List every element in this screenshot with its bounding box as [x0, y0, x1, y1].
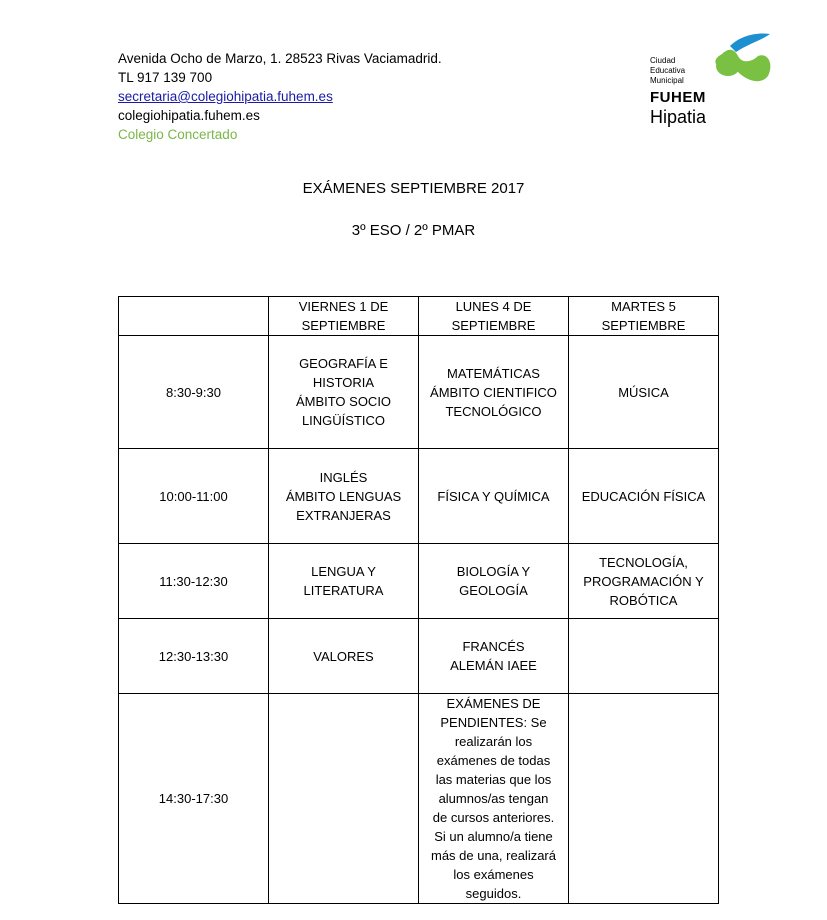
logo-line-3: Municipal [650, 76, 684, 85]
cell-text-line: MÚSICA [618, 384, 669, 400]
cell-text-line: exámenes de todas [436, 753, 551, 768]
cell-text-line: ÁMBITO LENGUAS [285, 488, 402, 504]
logo-subtitle [650, 56, 685, 86]
cell-text-line: VALORES [313, 648, 374, 664]
cell-text-line: 11:30-12:30 [159, 573, 228, 589]
exam-subject-cell [269, 449, 419, 544]
table-row [119, 449, 719, 544]
cell-text-line: 10:00-11:00 [159, 488, 228, 504]
cell-text-line: EXÁMENES DE [446, 696, 541, 711]
phone-line: TL 917 139 700 [118, 70, 213, 85]
time-slot-cell [119, 336, 269, 449]
cell-text-line: HISTORIA [312, 375, 375, 390]
exam-subject-cell [269, 336, 419, 449]
cell-text-line: ALEMÁN IAEE [450, 658, 537, 673]
day-header-cell [569, 297, 719, 336]
fuhem-hipatia-logo [650, 32, 780, 132]
logo-school-name: Hipatia [650, 107, 707, 127]
exam-subject-cell [419, 694, 569, 904]
website-line: colegiohipatia.fuhem.es [118, 108, 260, 123]
exam-subject-cell [269, 619, 419, 694]
cell-text-line: realizarán los [454, 734, 533, 749]
exam-subject-cell [569, 694, 719, 904]
exam-subject-cell [569, 449, 719, 544]
cell-text-line: BIOLOGÍA Y [456, 564, 531, 579]
cell-text-line: EXTRANJERAS [296, 507, 391, 523]
cell-text-line: 8:30-9:30 [166, 384, 221, 400]
cell-text-line: PROGRAMACIÓN Y [583, 573, 704, 589]
cell-text-line: 14:30-17:30 [158, 791, 229, 806]
cell-text-line: TECNOLOGÍA, [599, 554, 688, 570]
cell-text-line: los exámenes [453, 867, 534, 882]
cell-text-line: VIERNES 1 DE [298, 299, 389, 314]
cell-text-line: FÍSICA Y QUÍMICA [437, 488, 550, 504]
day-header-cell [419, 297, 569, 336]
cell-text-line: alumnos/as tengan [438, 791, 549, 806]
cell-text-line: Si un alumno/a tiene [434, 829, 553, 844]
email-link[interactable]: secretaria@colegiohipatia.fuhem.es [118, 89, 333, 104]
time-slot-cell [119, 449, 269, 544]
cell-text-line: LUNES 4 DE [455, 299, 532, 314]
cell-text-line: LENGUA Y [311, 564, 376, 579]
exam-subject-cell [569, 336, 719, 449]
address-line: Avenida Ocho de Marzo, 1. 28523 Rivas Vaciamadrid. [118, 51, 442, 66]
logo-line-2: Educativa [650, 66, 686, 75]
page-title: EXÁMENES SEPTIEMBRE 2017 [302, 180, 525, 197]
table-row [119, 336, 719, 449]
exam-schedule-table [118, 296, 719, 904]
day-header-cell [269, 297, 419, 336]
cell-text-line: las materias que los [435, 772, 552, 787]
exam-subject-cell [569, 619, 719, 694]
table-row [119, 619, 719, 694]
cell-text-line: SEPTIEMBRE [301, 318, 386, 333]
table-header-row [119, 297, 719, 336]
cell-text-line: ÁMBITO CIENTIFICO [430, 384, 557, 400]
cell-text-line: INGLÉS [319, 469, 368, 485]
school-contact-header [118, 49, 442, 144]
table-row [119, 544, 719, 619]
cell-text-line: PENDIENTES: Se [440, 715, 547, 730]
cell-text-line: SEPTIEMBRE [451, 318, 536, 333]
cell-text-line: GEOLOGÍA [459, 583, 528, 598]
cell-text-line: LINGÜÍSTICO [301, 413, 386, 428]
exam-subject-cell [269, 544, 419, 619]
cell-text-line: EDUCACIÓN FÍSICA [581, 488, 706, 504]
cell-text-line: seguidos. [465, 886, 522, 901]
time-slot-cell [119, 619, 269, 694]
time-slot-cell [119, 694, 269, 904]
table-row [119, 694, 719, 904]
exam-subject-cell [419, 336, 569, 449]
cell-text-line: MATEMÁTICAS [447, 365, 540, 381]
header-empty-cell [119, 297, 269, 336]
cell-text-line: SEPTIEMBRE [601, 318, 686, 333]
cell-text-line: MARTES 5 [611, 299, 676, 314]
cell-text-line: más de una, realizará [430, 848, 556, 863]
school-type-line: Colegio Concertado [118, 127, 238, 142]
logo-mark-icon [712, 32, 776, 92]
page-subtitle: 3º ESO / 2º PMAR [351, 222, 476, 239]
exam-subject-cell [419, 544, 569, 619]
exam-subject-cell [269, 694, 419, 904]
exam-subject-cell [419, 619, 569, 694]
cell-text-line: ÁMBITO SOCIO [295, 394, 392, 409]
time-slot-cell [119, 544, 269, 619]
exam-subject-cell [419, 449, 569, 544]
logo-brand: FUHEM [650, 89, 706, 106]
cell-text-line: TECNOLÓGICO [445, 403, 542, 419]
cell-text-line: LITERATURA [303, 583, 384, 598]
cell-text-line: de cursos anteriores. [432, 810, 555, 825]
cell-text-line: ROBÓTICA [609, 592, 678, 608]
cell-text-line: FRANCÉS [462, 639, 525, 654]
cell-text-line: GEOGRAFÍA E [299, 356, 388, 371]
exam-subject-cell [569, 544, 719, 619]
cell-text-line: 12:30-13:30 [158, 648, 229, 664]
logo-line-1: Ciudad [650, 56, 676, 65]
